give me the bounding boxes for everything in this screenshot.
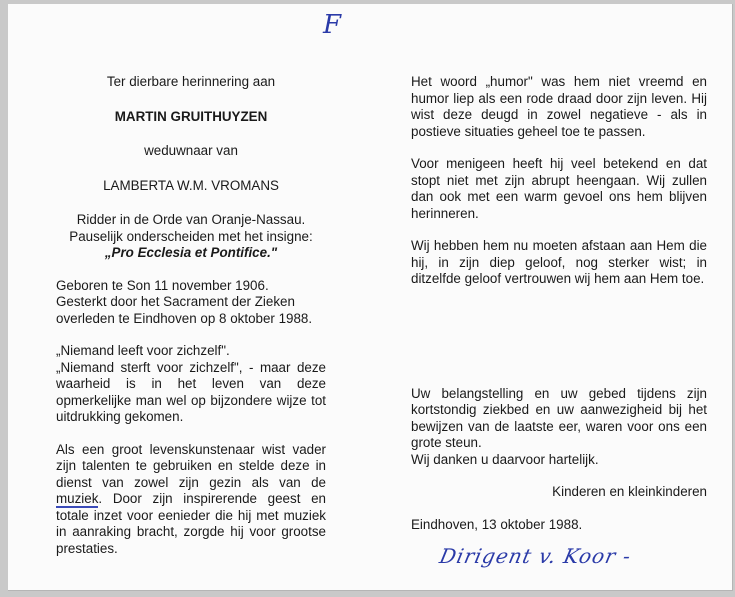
- spouse-name: LAMBERTA W.M. VROMANS: [103, 177, 279, 193]
- handwritten-annotation: F: [323, 10, 342, 40]
- honour-line-1: Ridder in de Orde van Oranje-Nassau.: [76, 212, 306, 227]
- right-column: [411, 74, 707, 533]
- left-column: [56, 74, 326, 557]
- thanks-line: Wij danken u daarvoor hartelijk.: [411, 451, 599, 467]
- widower-text: weduwnaar van: [144, 143, 238, 158]
- music-word-underlined: muziek: [56, 491, 99, 506]
- handwritten-signature: Dirigent v. Koor -: [437, 544, 634, 568]
- death-line: overleden te Eindhoven op 8 oktober 1988.: [56, 310, 313, 326]
- birth-line: Geboren te Son 11 november 1906.: [56, 277, 269, 293]
- meaning-paragraph: Voor menigeen heeft hij veel betekend en dat stopt niet met zijn abrupt heengaan. Wij zullen dan ook met een warm gevoel ons hem blijven herinneren.: [411, 156, 707, 221]
- quote-one: „Niemand leeft voor zichzelf".: [56, 343, 230, 358]
- talent-paragraph: [56, 442, 326, 558]
- insignia-name: „Pro Ecclesia et Pontifice.": [104, 245, 278, 260]
- talent-text-a: Als een groot levenskunstenaar wist vader zijn talenten te gebruiken en stelde deze in dienst van zowel zijn gezin als van de: [56, 441, 326, 490]
- sacrament-line: Gesterkt door het Sacrament der Zieken: [56, 294, 295, 309]
- memorial-card: [8, 4, 733, 591]
- deceased-name: MARTIN GRUITHUYZEN: [114, 108, 268, 124]
- talent-text-b: . Door zijn inspirerende geest en totale inzet voor eenieder die hij met muziek in aanraking bracht, zorgde hij voor grootse prestaties.: [56, 491, 326, 556]
- place-date: Eindhoven, 13 oktober 1988.: [411, 516, 583, 532]
- intro-text: Ter dierbare herinnering aan: [106, 74, 276, 89]
- faith-paragraph: Wij hebben hem nu moeten afstaan aan Hem die hij, in zijn diep geloof, nog sterker wist; in ditzelfde geloof vertrouwen wij hem aan Hem toe.: [411, 238, 707, 286]
- honour-line-2: Pauselijk onderscheiden met het insigne:: [69, 228, 313, 244]
- signed-by: Kinderen en kleinkinderen: [552, 484, 707, 499]
- thanks-paragraph: Uw belangstelling en uw gebed tijdens zijn kortstondig ziekbed en uw aanwezigheid bij het bewijzen van de laatste eer, waren voor ons een grote steun.: [411, 385, 707, 450]
- quote-two: „Niemand sterft voor zichzelf", - maar deze waarheid is in het leven van deze opmerkelijke man wel op bijzondere wijze tot uitdrukking gekomen.: [56, 359, 326, 424]
- humor-paragraph: Het woord „humor" was hem niet vreemd en humor liep als een rode draad door zijn leven. Hij wist deze deugd in zowel negatieve - als in postieve situaties geheel toe te passen.: [411, 74, 707, 139]
